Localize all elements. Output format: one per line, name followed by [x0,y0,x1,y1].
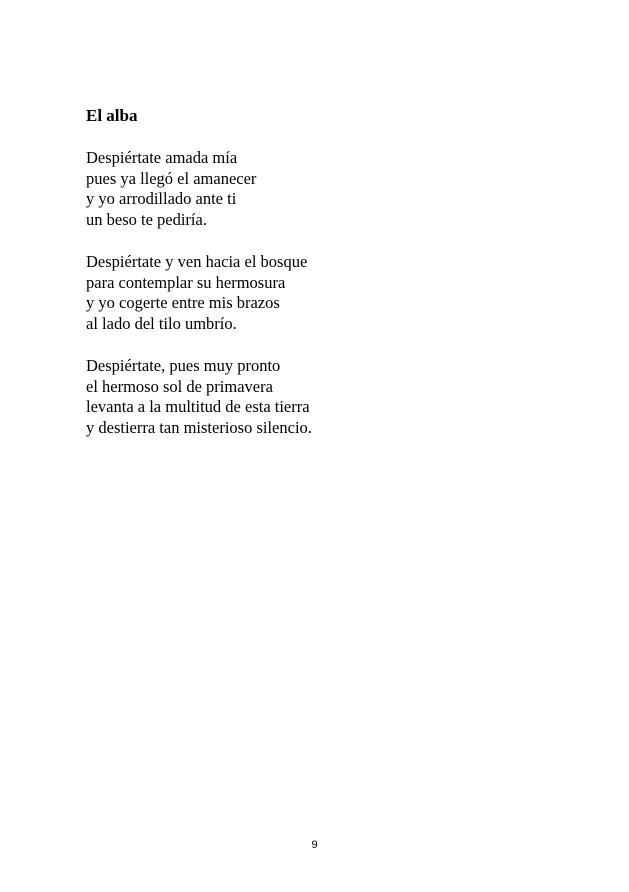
poem-line: para contemplar su hermosura [86,272,286,292]
poem-line: el hermoso sol de primavera [86,376,273,396]
poem-line: pues ya llegó el amanecer [86,168,257,188]
poem-line: levanta a la multitud de esta tierra [86,397,310,416]
poem-title: El alba [86,106,138,125]
poem-line: y yo arrodillado ante ti [86,189,237,208]
poem [86,105,546,460]
poem-line: y destierra tan misterioso silencio. [86,417,312,437]
poem-line: y yo cogerte entre mis brazos [86,293,280,312]
poem-line: Despiértate amada mía [86,148,238,167]
stanza-2 [86,252,546,334]
poem-line: Despiértate y ven hacia el bosque [86,252,308,271]
stanza-1 [86,148,546,230]
poem-line: un beso te pediría. [86,209,207,229]
page-number: 9 [311,839,318,851]
poem-line: Despiértate, pues muy pronto [86,356,281,375]
poem-line: al lado del tilo umbrío. [86,313,237,333]
stanza-3 [86,356,546,438]
